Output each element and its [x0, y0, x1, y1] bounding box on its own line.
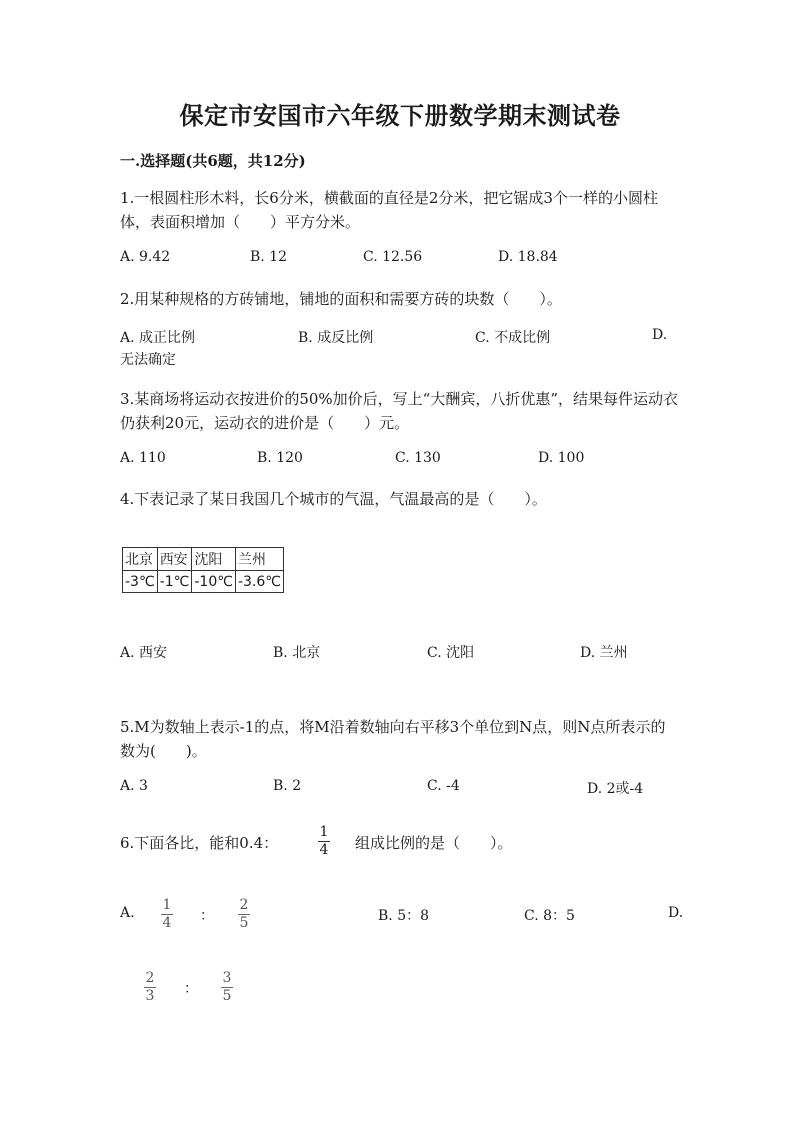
table-header-row: [123, 548, 284, 571]
page-title: 保定市安国市六年级下册数学期末测试卷: [179, 101, 621, 130]
question-6-text-after: 组成比例的是（ ）。: [355, 834, 513, 852]
fraction-denominator: 3: [145, 988, 155, 1004]
q6-option-d-fraction-1: [144, 971, 156, 1004]
temperature-table: [122, 547, 284, 593]
q1-option-b[interactable]: B. 12: [250, 249, 288, 265]
table-header-cell: 北京: [123, 548, 158, 571]
q5-option-d[interactable]: D. 2或-4: [587, 781, 644, 797]
q4-option-d[interactable]: D. 兰州: [580, 645, 628, 661]
question-4-text: 4.下表记录了某日我国几个城市的气温，气温最高的是（ ）。: [120, 490, 547, 508]
fraction-denominator: 5: [222, 988, 232, 1004]
q6-option-a-fraction-2: [238, 898, 250, 931]
table-cell: -3℃: [123, 571, 158, 593]
question-2-options: [120, 327, 686, 351]
q6-option-d-fraction-2: [221, 971, 233, 1004]
q3-option-a[interactable]: A. 110: [120, 450, 166, 466]
question-5-text: 5.M为数轴上表示-1的点，将M沿着数轴向右平移3个单位到N点，则N点所表示的数为( )。: [120, 718, 666, 760]
q1-option-a[interactable]: A. 9.42: [120, 249, 171, 265]
q6-option-d-colon: ：: [184, 981, 198, 997]
question-1-text: 1.一根圆柱形木料，长6分米，横截面的直径是2分米，把它锯成3个一样的小圆柱体，表面积增加（ ）平方分米。: [120, 189, 658, 231]
table-cell: -10℃: [192, 571, 236, 593]
question-3-options: [120, 450, 686, 474]
q6-option-a-colon: ：: [200, 908, 214, 924]
q3-option-d[interactable]: D. 100: [538, 450, 585, 466]
table-cell: -3.6℃: [235, 571, 283, 593]
question-6-text-before: 6.下面各比，能和0.4：: [120, 834, 279, 852]
fraction-denominator: 4: [162, 915, 172, 931]
fraction-numerator: 1: [162, 897, 172, 913]
fraction-denominator: 5: [239, 915, 249, 931]
q3-option-b[interactable]: B. 120: [257, 450, 303, 466]
q3-option-c[interactable]: C. 130: [395, 450, 441, 466]
q2-option-c[interactable]: C. 不成比例: [475, 330, 551, 346]
q1-option-d[interactable]: D. 18.84: [498, 249, 558, 265]
q5-option-c[interactable]: C. -4: [427, 778, 460, 794]
fraction-numerator: 3: [222, 970, 232, 986]
q4-option-b[interactable]: B. 北京: [273, 645, 321, 661]
q2-option-d-continued: 无法确定: [120, 352, 176, 368]
section-heading: 一.选择题(共6题，共12分): [120, 152, 306, 170]
table-header-cell: 兰州: [235, 548, 283, 571]
table-header-cell: 西安: [157, 548, 192, 571]
q2-option-b[interactable]: B. 成反比例: [298, 330, 374, 346]
question-2-text: 2.用某种规格的方砖铺地，铺地的面积和需要方砖的块数（ ）。: [120, 290, 562, 308]
q6-option-a-label[interactable]: A.: [120, 905, 135, 921]
question-5-options: [120, 778, 686, 802]
q4-option-c[interactable]: C. 沈阳: [427, 645, 475, 661]
q2-option-a[interactable]: A. 成正比例: [120, 330, 196, 346]
question-1-options: [120, 249, 686, 273]
q6-option-d-label[interactable]: D.: [668, 905, 684, 921]
fraction-numerator: 2: [145, 970, 155, 986]
table-header-cell: 沈阳: [192, 548, 236, 571]
question-4-options: [120, 642, 686, 666]
q1-option-c[interactable]: C. 12.56: [363, 249, 423, 265]
q6-fraction: [318, 825, 330, 858]
q6-option-c[interactable]: C. 8：5: [524, 908, 575, 924]
fraction-numerator: 2: [239, 897, 249, 913]
q5-option-b[interactable]: B. 2: [273, 778, 302, 794]
q4-option-a[interactable]: A. 西安: [120, 645, 168, 661]
q2-option-d[interactable]: D.: [652, 327, 668, 343]
fraction-numerator: 1: [319, 824, 329, 840]
q5-option-a[interactable]: A. 3: [120, 778, 148, 794]
table-row: [123, 571, 284, 593]
q6-option-b[interactable]: B. 5：8: [378, 908, 430, 924]
table-cell: -1℃: [157, 571, 192, 593]
question-3-text: 3.某商场将运动衣按进价的50%加价后，写上“大酬宾，八折优惠”，结果每件运动衣仍获利20元，运动衣的进价是（ ）元。: [120, 390, 678, 432]
q6-option-a-fraction-1: [161, 898, 173, 931]
fraction-denominator: 4: [319, 842, 329, 858]
